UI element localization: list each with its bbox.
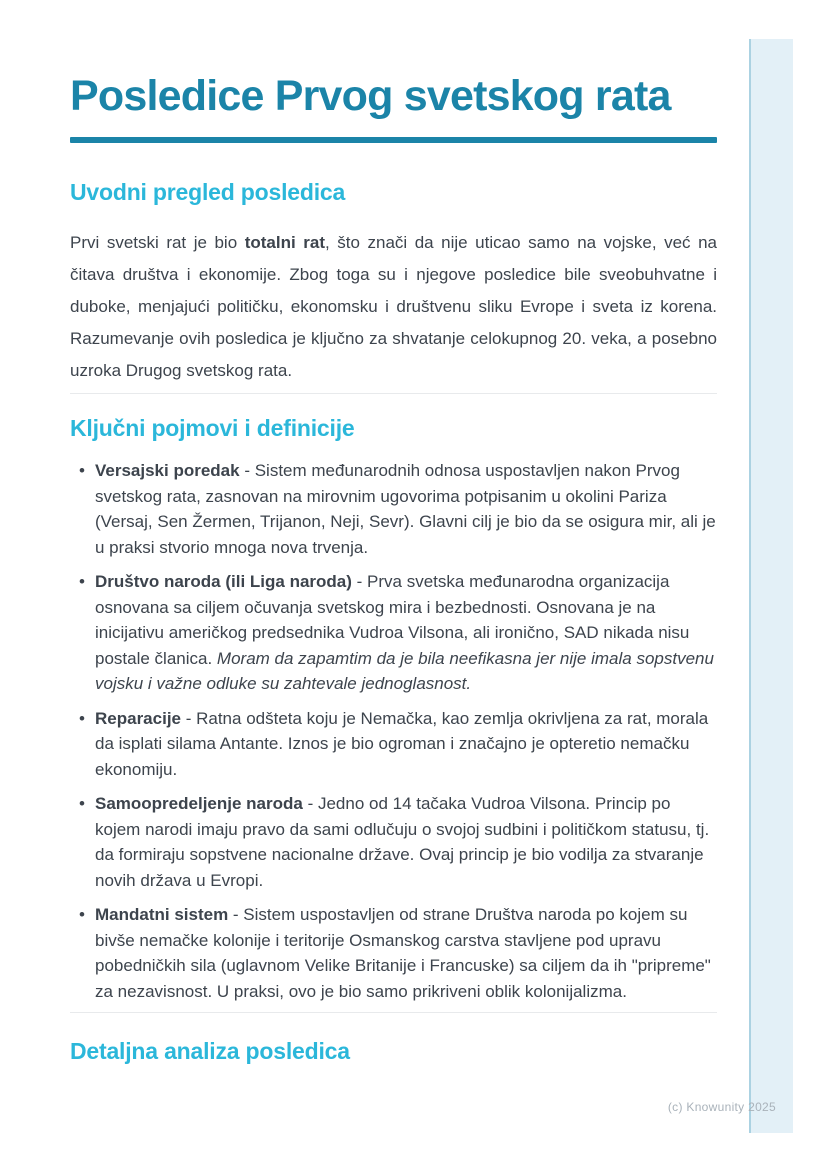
page-edge-strip bbox=[749, 39, 793, 1133]
section-analysis bbox=[70, 1037, 717, 1065]
copyright-watermark: (c) Knowunity 2025 bbox=[667, 1100, 776, 1114]
intro-text-run: , što znači da nije uticao samo na vojske, već na čitava društva i ekonomije. Zbog toga su i njegove posledice bile sveobuhvatne i duboke, menjajući političku, ekonomsku i društvenu sliku Evrope i sveta iz korena. Razumevanje ovih posledica je ključno za shvatanje celokupnog 20. veka, a posebno uzroka Drugog svetskog rata. bbox=[70, 233, 718, 380]
terms-list bbox=[70, 458, 717, 1004]
term-item: • Samoopredeljenje naroda - Jedno od 14 tačaka Vudroa Vilsona. Princip po kojem narodi imaju pravo da sami odlučuju o svojoj sudbini i političkom statusu, tj. da formiraju sopstvene nacionalne države. Ovaj princip je bio vodilja za stvaranje novih država u Evropi. bbox=[95, 791, 717, 893]
intro-paragraph bbox=[70, 227, 717, 387]
section-heading-analysis: Detaljna analiza posledica bbox=[70, 1038, 350, 1064]
term-item: • Reparacije - Ratna odšteta koju je Nemačka, kao zemlja okrivljena za rat, morala da isplati silama Antante. Iznos je bio ogroman i značajno je opteretio nemačku ekonomiju. bbox=[95, 706, 717, 783]
term-item: • Versajski poredak - Sistem međunarodnih odnosa uspostavljen nakon Prvog svetskog rata, zasnovan na mirovnim ugovorima potpisanim u okolini Pariza (Versaj, Sen Žermen, Trijanon, Neji, Sevr). Glavni cilj je bio da se osigura mir, ali je u praksi stvorio mnoga nova trvenja. bbox=[95, 458, 717, 560]
term-name: Društvo naroda (ili Liga naroda) bbox=[95, 572, 352, 591]
term-item: • Mandatni sistem - Sistem uspostavljen od strane Društva naroda po kojem su bivše nemačke kolonije i teritorije Osmanskog carstva stavljene pod upravu pobedničkih sila (uglavnom Velike Britanije i Francuske) sa ciljem da ih "pripreme" za nezavisnost. U praksi, ovo je bio samo prikriveni oblik kolonijalizma. bbox=[95, 902, 717, 1004]
intro-text-run: Prvi svetski rat je bio bbox=[70, 233, 245, 252]
section-divider bbox=[70, 1012, 717, 1013]
section-heading-key-terms: Ključni pojmovi i definicije bbox=[70, 415, 355, 441]
term-name: Mandatni sistem bbox=[95, 905, 229, 924]
title-underline bbox=[70, 137, 717, 143]
intro-bold-term: totalni rat bbox=[244, 233, 325, 252]
term-note-italic: Moram da zapamtim da je bila neefikasna jer nije imala sopstvenu vojsku i važne odluke su zahtevale jednoglasnost. bbox=[95, 648, 714, 693]
section-key-terms bbox=[70, 414, 717, 1004]
term-name: Versajski poredak bbox=[95, 461, 240, 480]
page-title: Posledice Prvog svetskog rata bbox=[70, 72, 671, 120]
section-divider bbox=[70, 393, 717, 394]
section-heading-intro: Uvodni pregled posledica bbox=[70, 179, 346, 205]
term-item: • Društvo naroda (ili Liga naroda) - Prva svetska međunarodna organizacija osnovana sa ciljem očuvanja svetskog mira i bezbednosti. Osnovana je na inicijativu američkog predsednika Vudroa Vilsona, ali ironično, SAD nikada nisu postale članica. Moram da zapamtim da je bila neefikasna jer nije imala sopstvenu vojsku i važne odluke su zahtevale jednoglasnost. bbox=[95, 569, 717, 697]
term-name: Samoopredeljenje naroda bbox=[95, 794, 303, 813]
section-intro bbox=[70, 178, 717, 387]
term-name: Reparacije bbox=[95, 708, 181, 728]
document-content bbox=[70, 0, 717, 1065]
